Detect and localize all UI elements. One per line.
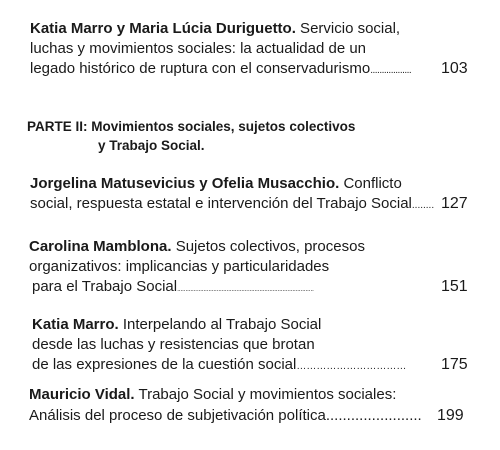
toc-title-text: social, respuesta estatal e intervención del Trabajo Social — [30, 195, 412, 212]
toc-title: Conflicto — [339, 175, 402, 192]
toc-entry-first-line — [32, 316, 321, 334]
toc-title-line: desde las luchas y resistencias que brotan — [32, 336, 315, 353]
toc-entry-first-line — [30, 175, 402, 193]
toc-page-number: 151 — [441, 278, 468, 295]
toc-leader: .................. — [370, 65, 412, 76]
toc-title-line: organizativos: implicancias y particularidades — [29, 258, 330, 275]
toc-page-number: 127 — [441, 195, 468, 212]
toc-title-text: Análisis del proceso de subjetivación política — [29, 407, 326, 424]
toc-title: Trabajo Social y movimientos sociales: — [134, 386, 397, 403]
toc-page-number: 175 — [441, 356, 468, 373]
toc-title-line — [30, 195, 434, 215]
toc-page-number: 103 — [441, 60, 468, 77]
part-heading: PARTE II: Movimientos sociales, sujetos colectivos — [27, 119, 356, 134]
toc-title-text: de las expresiones de la cuestión social — [32, 356, 297, 373]
toc-title-line — [30, 60, 411, 80]
toc-entry-first-line — [30, 20, 400, 38]
part-heading-continued: y Trabajo Social. — [98, 138, 205, 153]
toc-title-line — [29, 407, 422, 425]
toc-leader: ........ — [411, 200, 435, 211]
toc-leader: ....................... — [325, 407, 422, 424]
toc-leader: …………………………… — [296, 361, 407, 372]
toc-author: Mauricio Vidal. — [29, 386, 135, 403]
toc-title: Interpelando al Trabajo Social — [118, 316, 322, 333]
toc-title: Servicio social, — [295, 20, 401, 37]
toc-title-text: para el Trabajo Social — [32, 278, 178, 295]
toc-title-line — [32, 356, 406, 376]
toc-author: Katia Marro y Maria Lúcia Duriguetto. — [30, 20, 296, 37]
toc-title-text: legado histórico de ruptura con el conservadurismo — [30, 60, 371, 77]
toc-title: Sujetos colectivos, procesos — [171, 238, 365, 255]
toc-entry-first-line — [29, 386, 396, 404]
toc-leader: ................................................................................... — [177, 286, 314, 293]
toc-page-number: 199 — [437, 407, 464, 424]
toc-entry-first-line — [29, 238, 365, 256]
toc-author: Jorgelina Matusevicius y Ofelia Musacchio. — [30, 175, 340, 192]
toc-author: Katia Marro. — [32, 316, 119, 333]
toc-title-line — [32, 278, 314, 299]
toc-title-line: luchas y movimientos sociales: la actualidad de un — [30, 40, 367, 57]
toc-author: Carolina Mamblona. — [29, 238, 172, 255]
